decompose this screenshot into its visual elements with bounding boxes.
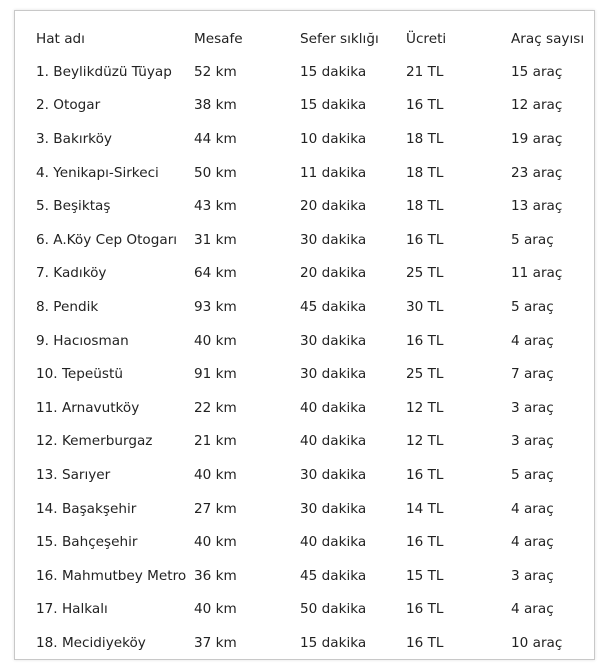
cell-distance: 21 km bbox=[194, 433, 237, 450]
table-row bbox=[36, 89, 591, 123]
cell-frequency: 40 dakika bbox=[300, 534, 367, 551]
table-row bbox=[36, 257, 591, 291]
table-row bbox=[36, 525, 591, 559]
cell-route-name: 3. Bakırköy bbox=[36, 130, 112, 147]
cell-frequency: 30 dakika bbox=[300, 231, 367, 248]
cell-vehicles: 3 araç bbox=[511, 399, 554, 416]
cell-fare: 16 TL bbox=[406, 231, 444, 248]
cell-distance: 40 km bbox=[194, 534, 237, 551]
cell-vehicles: 4 araç bbox=[511, 534, 554, 551]
cell-fare: 14 TL bbox=[406, 500, 444, 517]
cell-distance: 27 km bbox=[194, 500, 237, 517]
cell-route-name: 11. Arnavutköy bbox=[36, 399, 140, 416]
cell-distance: 22 km bbox=[194, 399, 237, 416]
document-frame bbox=[14, 10, 595, 660]
cell-vehicles: 11 araç bbox=[511, 265, 563, 282]
header-fare: Ücreti bbox=[406, 31, 447, 47]
cell-fare: 16 TL bbox=[406, 634, 444, 651]
cell-distance: 40 km bbox=[194, 601, 237, 618]
table-row bbox=[36, 357, 591, 391]
cell-distance: 43 km bbox=[194, 198, 237, 215]
cell-distance: 36 km bbox=[194, 567, 237, 584]
cell-frequency: 15 dakika bbox=[300, 634, 367, 651]
table-row bbox=[36, 593, 591, 627]
routes-table bbox=[36, 27, 591, 660]
cell-fare: 25 TL bbox=[406, 366, 444, 383]
table-row bbox=[36, 492, 591, 526]
cell-route-name: 2. Otogar bbox=[36, 97, 101, 114]
cell-vehicles: 23 araç bbox=[511, 164, 563, 181]
cell-frequency: 40 dakika bbox=[300, 433, 367, 450]
cell-frequency: 30 dakika bbox=[300, 366, 367, 383]
header-row bbox=[36, 27, 591, 55]
cell-vehicles: 3 araç bbox=[511, 567, 554, 584]
cell-vehicles: 5 araç bbox=[511, 298, 554, 315]
header-name: Hat adı bbox=[36, 31, 85, 47]
cell-route-name: 6. A.Köy Cep Otogarı bbox=[36, 231, 178, 248]
cell-route-name: 1. Beylikdüzü Tüyap bbox=[36, 63, 172, 80]
cell-fare: 30 TL bbox=[406, 298, 444, 315]
cell-fare: 16 TL bbox=[406, 534, 444, 551]
cell-vehicles: 4 araç bbox=[511, 332, 554, 349]
table-row bbox=[36, 223, 591, 257]
cell-route-name: 18. Mecidiyeköy bbox=[36, 634, 146, 651]
cell-frequency: 50 dakika bbox=[300, 601, 367, 618]
cell-vehicles: 13 araç bbox=[511, 198, 563, 215]
cell-route-name: 9. Hacıosman bbox=[36, 332, 129, 349]
cell-distance: 40 km bbox=[194, 466, 237, 483]
cell-route-name: 13. Sarıyer bbox=[36, 466, 111, 483]
cell-vehicles: 5 araç bbox=[511, 231, 554, 248]
cell-vehicles: 7 araç bbox=[511, 366, 554, 383]
cell-fare: 18 TL bbox=[406, 198, 444, 215]
cell-fare: 12 TL bbox=[406, 399, 444, 416]
cell-route-name: 10. Tepeüstü bbox=[36, 366, 123, 383]
cell-route-name: 7. Kadıköy bbox=[36, 265, 107, 282]
header-vehicles: Araç sayısı bbox=[511, 31, 585, 47]
cell-fare: 21 TL bbox=[406, 63, 444, 80]
cell-distance: 64 km bbox=[194, 265, 237, 282]
cell-vehicles: 5 araç bbox=[511, 466, 554, 483]
cell-fare: 16 TL bbox=[406, 466, 444, 483]
cell-fare: 16 TL bbox=[406, 97, 444, 114]
cell-vehicles: 4 araç bbox=[511, 500, 554, 517]
cell-distance: 38 km bbox=[194, 97, 237, 114]
cell-distance: 93 km bbox=[194, 298, 237, 315]
cell-distance: 44 km bbox=[194, 130, 237, 147]
cell-vehicles: 10 araç bbox=[511, 634, 563, 651]
table-row bbox=[36, 559, 591, 593]
cell-frequency: 40 dakika bbox=[300, 399, 367, 416]
cell-distance: 40 km bbox=[194, 332, 237, 349]
cell-frequency: 45 dakika bbox=[300, 567, 367, 584]
table-row bbox=[36, 391, 591, 425]
cell-vehicles: 3 araç bbox=[511, 433, 554, 450]
cell-vehicles: 4 araç bbox=[511, 601, 554, 618]
cell-distance: 52 km bbox=[194, 63, 237, 80]
cell-fare: 16 TL bbox=[406, 332, 444, 349]
cell-distance: 37 km bbox=[194, 634, 237, 651]
cell-frequency: 10 dakika bbox=[300, 130, 367, 147]
cell-route-name: 12. Kemerburgaz bbox=[36, 433, 153, 450]
cell-route-name: 15. Bahçeşehir bbox=[36, 534, 138, 551]
cell-frequency: 15 dakika bbox=[300, 63, 367, 80]
header-frequency: Sefer sıklığı bbox=[300, 31, 379, 47]
table-row bbox=[36, 324, 591, 358]
cell-fare: 16 TL bbox=[406, 601, 444, 618]
cell-route-name: 17. Halkalı bbox=[36, 601, 108, 618]
cell-distance: 50 km bbox=[194, 164, 237, 181]
cell-vehicles: 15 araç bbox=[511, 63, 563, 80]
cell-fare: 15 TL bbox=[406, 567, 444, 584]
table-row bbox=[36, 425, 591, 459]
cell-frequency: 15 dakika bbox=[300, 97, 367, 114]
cell-fare: 18 TL bbox=[406, 164, 444, 181]
cell-route-name: 5. Beşiktaş bbox=[36, 198, 111, 215]
cell-route-name: 16. Mahmutbey Metro bbox=[36, 567, 187, 584]
cell-route-name: 4. Yenikapı-Sirkeci bbox=[36, 164, 159, 181]
cell-distance: 91 km bbox=[194, 366, 237, 383]
table-row bbox=[36, 626, 591, 660]
cell-route-name: 8. Pendik bbox=[36, 298, 99, 315]
table-row bbox=[36, 55, 591, 89]
table-row bbox=[36, 458, 591, 492]
table-row bbox=[36, 290, 591, 324]
cell-fare: 25 TL bbox=[406, 265, 444, 282]
cell-vehicles: 19 araç bbox=[511, 130, 563, 147]
cell-vehicles: 12 araç bbox=[511, 97, 563, 114]
cell-distance: 31 km bbox=[194, 231, 237, 248]
cell-frequency: 30 dakika bbox=[300, 500, 367, 517]
cell-frequency: 45 dakika bbox=[300, 298, 367, 315]
cell-frequency: 20 dakika bbox=[300, 198, 367, 215]
cell-route-name: 14. Başakşehir bbox=[36, 500, 137, 517]
cell-frequency: 30 dakika bbox=[300, 332, 367, 349]
cell-fare: 12 TL bbox=[406, 433, 444, 450]
header-distance: Mesafe bbox=[194, 31, 243, 47]
table-row bbox=[36, 122, 591, 156]
table-row bbox=[36, 156, 591, 190]
cell-frequency: 11 dakika bbox=[300, 164, 367, 181]
table-row bbox=[36, 189, 591, 223]
cell-frequency: 30 dakika bbox=[300, 466, 367, 483]
cell-fare: 18 TL bbox=[406, 130, 444, 147]
cell-frequency: 20 dakika bbox=[300, 265, 367, 282]
